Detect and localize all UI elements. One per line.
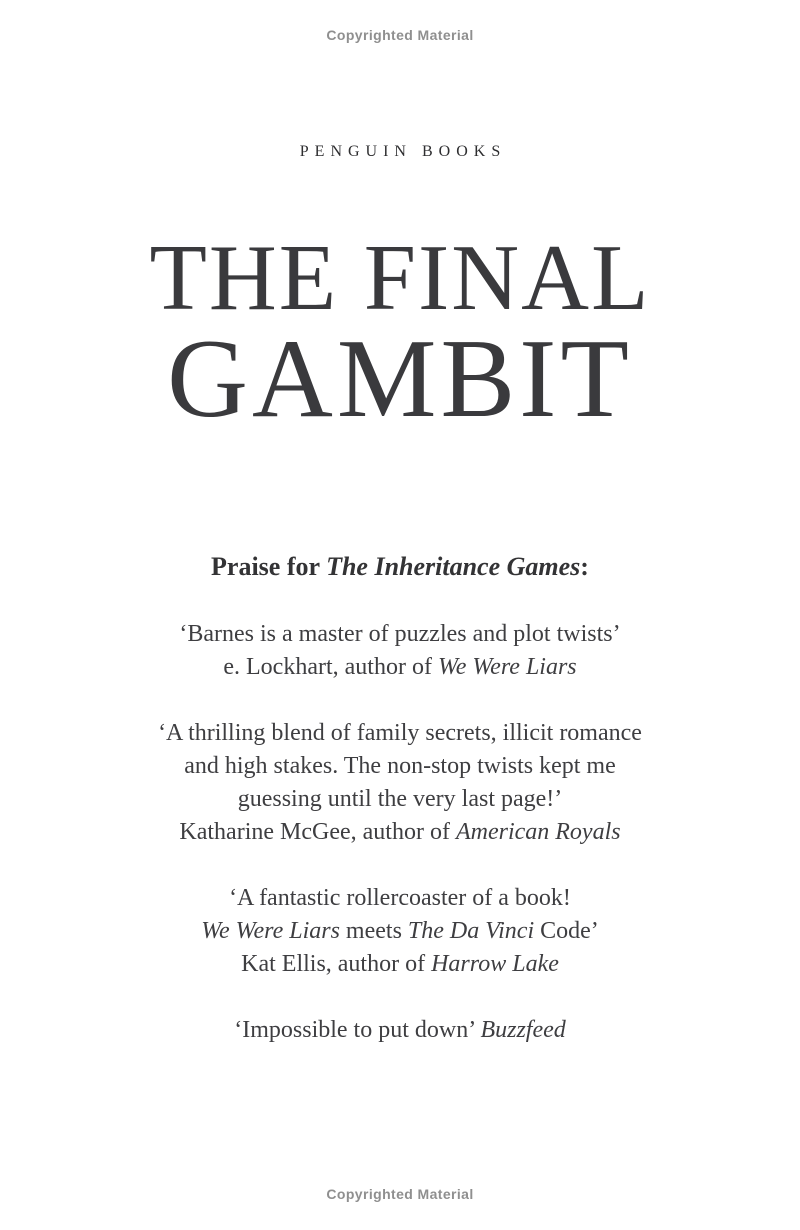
text-segment: The Da Vinci — [407, 918, 535, 944]
quote-line — [0, 717, 800, 750]
text-segment: ‘Impossible to put down’ — [234, 1017, 481, 1043]
praise-quote — [0, 717, 800, 849]
quote-line — [0, 882, 800, 915]
text-segment: Code’ — [534, 918, 599, 944]
text-segment: We Were Liars — [201, 918, 340, 944]
praise-quote — [0, 618, 800, 684]
quote-line — [0, 915, 800, 948]
text-segment: Harrow Lake — [431, 951, 559, 977]
quote-line — [0, 783, 800, 816]
book-title — [0, 226, 800, 441]
text-segment: Katharine McGee, author of — [179, 819, 456, 845]
copyright-banner-top: Copyrighted Material — [326, 27, 474, 43]
text-segment: Kat Ellis, author of — [241, 951, 432, 977]
text-segment: The Inheritance Games — [326, 552, 581, 581]
quote-line — [0, 651, 800, 684]
text-segment: and high stakes. The non-stop twists kept me — [184, 753, 616, 779]
text-segment: : — [580, 552, 589, 581]
text-segment: guessing until the very last page!’ — [237, 786, 563, 812]
publisher-imprint: PENGUIN BOOKS — [299, 143, 507, 160]
quote-line — [0, 1014, 800, 1047]
text-segment: We Were Liars — [437, 654, 577, 680]
text-segment: meets — [339, 918, 408, 944]
praise-quote — [0, 882, 800, 981]
text-segment: Buzzfeed — [480, 1017, 566, 1043]
book-title-line1: THE FINAL — [149, 226, 651, 330]
quote-line — [0, 618, 800, 651]
text-segment: ‘A thrilling blend of family secrets, illicit romance — [158, 720, 642, 746]
text-segment: Praise for — [211, 552, 327, 581]
copyright-banner-bottom: Copyrighted Material — [326, 1186, 474, 1202]
quote-line — [0, 750, 800, 783]
quote-line — [0, 816, 800, 849]
text-segment: ‘Barnes is a master of puzzles and plot twists’ — [179, 621, 621, 647]
quote-line — [0, 948, 800, 981]
praise-section — [0, 552, 800, 1080]
text-segment: American Royals — [455, 819, 621, 845]
text-segment: e. Lockhart, author of — [223, 654, 438, 680]
praise-heading — [0, 552, 800, 582]
text-segment: ‘A fantastic rollercoaster of a book! — [229, 885, 571, 911]
book-title-line2: GAMBIT — [167, 317, 633, 441]
praise-quotes — [0, 618, 800, 1047]
praise-quote — [0, 1014, 800, 1047]
